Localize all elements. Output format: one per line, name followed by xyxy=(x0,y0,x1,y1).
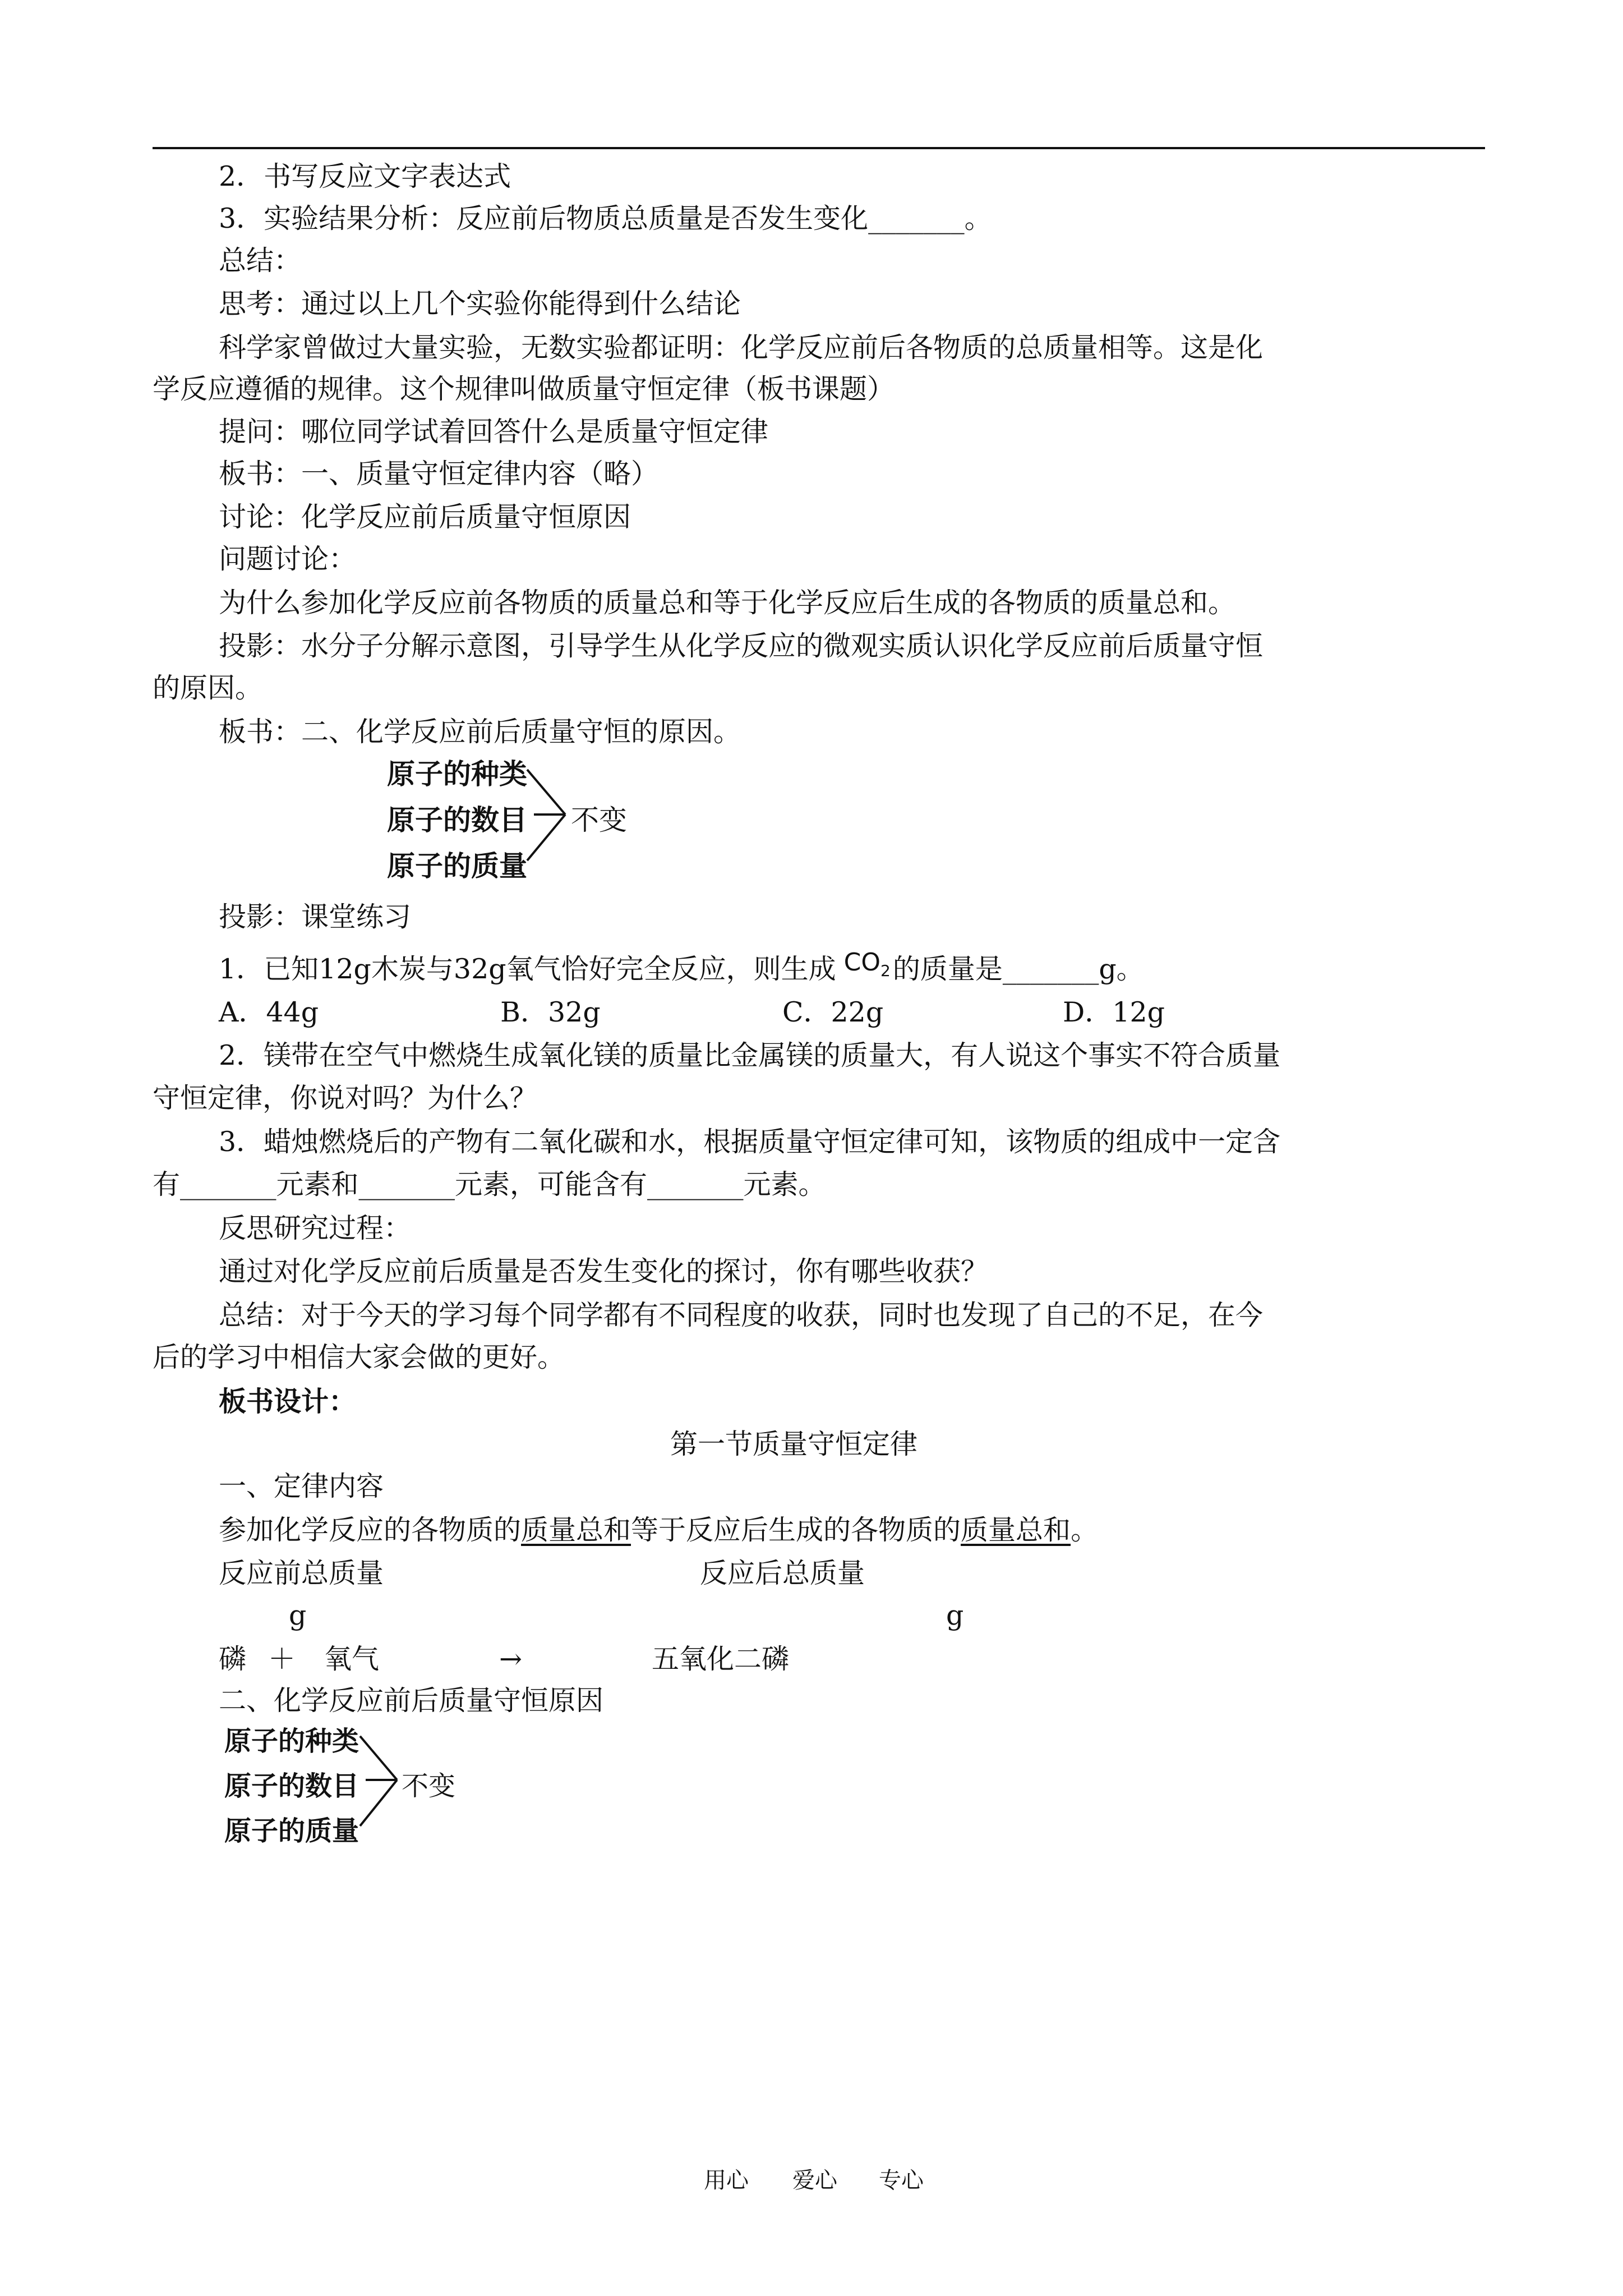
line-why: 为什么参加化学反应前各物质的质量总和等于化学反应后生成的各物质的质量总和。 xyxy=(219,587,1236,619)
question-1-pre: 1．已知12g木炭与32g氧气恰好完全反应，则生成 xyxy=(219,953,836,985)
reaction-oxygen: 氧气 xyxy=(324,1643,380,1675)
line-conclusion-b: 后的学习中相信大家会做的更好。 xyxy=(153,1341,565,1373)
question-2-a: 2．镁带在空气中燃烧生成氧化镁的质量比金属镁的质量大，有人说这个事实不符合质量 xyxy=(219,1039,1281,1071)
option-a: A．44g xyxy=(219,996,319,1028)
diagram-item-type: 原子的种类 xyxy=(387,758,527,790)
atom-diagram-1 xyxy=(387,752,679,886)
diagram-item-number: 原子的数目 xyxy=(224,1770,359,1802)
line-result-analysis: 3．实验结果分析：反应前后物质总质量是否发生变化_______。 xyxy=(219,203,992,234)
diagram-item-mass: 原子的质量 xyxy=(224,1815,359,1847)
line-practice: 投影：课堂练习 xyxy=(219,901,412,933)
line-projection-a: 投影：水分子分解示意图，引导学生从化学反应的微观实质认识化学反应前后质量守恒 xyxy=(219,630,1264,662)
diagram-arrows xyxy=(224,1719,516,1854)
question-3-a: 3．蜡烛燃烧后的产物有二氧化碳和水，根据质量守恒定律可知，该物质的组成中一定含 xyxy=(219,1126,1281,1158)
co2-formula: $CO_2$ xyxy=(843,948,891,980)
question-3-b: 有_______元素和_______元素，可能含有_______元素。 xyxy=(153,1168,826,1200)
line-reflect: 反思研究过程： xyxy=(219,1212,412,1244)
reaction-plus: ＋ xyxy=(268,1643,296,1675)
line-write-expression: 2．书写反应文字表达式 xyxy=(219,160,511,192)
diagram-item-type: 原子的种类 xyxy=(224,1726,359,1757)
before-total-mass: 反应前总质量 xyxy=(219,1557,384,1589)
line-scientists-a: 科学家曾做过大量实验，无数实验都证明：化学反应前后各物质的总质量相等。这是化 xyxy=(219,332,1264,364)
footer-zhuanxin: 专心 xyxy=(879,2168,924,2193)
footer-yongxin: 用心 xyxy=(704,2168,749,2193)
line-board-two: 板书：二、化学反应前后质量守恒的原因。 xyxy=(219,716,741,748)
line-discussion: 讨论：化学反应前后质量守恒原因 xyxy=(219,501,631,533)
section-1-heading: 一、定律内容 xyxy=(219,1470,384,1502)
question-2-b: 守恒定律，你说对吗？为什么？ xyxy=(153,1082,538,1114)
board-design-heading: 板书设计： xyxy=(219,1385,357,1418)
option-b: B．32g xyxy=(500,996,601,1028)
line-think: 思考：通过以上几个实验你能得到什么结论 xyxy=(219,288,741,320)
line-problem-discussion: 问题讨论： xyxy=(219,543,357,575)
question-1-post: 的质量是_______g。 xyxy=(892,953,1144,985)
diagram-result: 不变 xyxy=(571,804,627,836)
law-content: 参加化学反应的各物质的质量总和等于反应后生成的各物质的质量总和。 xyxy=(219,1514,1099,1546)
footer-aixin: 爱心 xyxy=(792,2168,837,2193)
line-question: 提问：哪位同学试着回答什么是质量守恒定律 xyxy=(219,416,769,448)
unit-g-left: g xyxy=(289,1599,307,1631)
line-summary-label: 总结： xyxy=(219,245,302,277)
diagram-item-mass: 原子的质量 xyxy=(387,850,527,882)
diagram-item-number: 原子的数目 xyxy=(387,804,527,836)
question-1 xyxy=(219,948,1144,996)
atom-diagram-2 xyxy=(224,1719,516,1854)
line-conclusion-a: 总结：对于今天的学习每个同学都有不同程度的收获，同时也发现了自己的不足，在今 xyxy=(219,1299,1264,1331)
header-rule xyxy=(153,147,1485,149)
line-projection-b: 的原因。 xyxy=(153,672,263,704)
section-title: 第一节质量守恒定律 xyxy=(670,1428,918,1460)
line-gains: 通过对化学反应前后质量是否发生变化的探讨，你有哪些收获？ xyxy=(219,1255,989,1287)
option-d: D．12g xyxy=(1063,996,1165,1028)
reaction-phosphorus: 磷 xyxy=(219,1643,247,1675)
unit-g-right: g xyxy=(946,1599,964,1631)
line-board-one: 板书：一、质量守恒定律内容（略） xyxy=(219,458,659,490)
after-total-mass: 反应后总质量 xyxy=(700,1557,865,1589)
reaction-product: 五氧化二磷 xyxy=(652,1643,790,1675)
option-c: C．22g xyxy=(782,996,884,1028)
reaction-arrow: → xyxy=(499,1643,523,1675)
diagram-arrows xyxy=(387,752,679,886)
diagram-result: 不变 xyxy=(402,1770,456,1802)
section-2-heading: 二、化学反应前后质量守恒原因 xyxy=(219,1685,604,1717)
mass-sum-underlined-1: 质量总和 xyxy=(521,1514,631,1546)
line-scientists-b: 学反应遵循的规律。这个规律叫做质量守恒定律（板书课题） xyxy=(153,373,895,405)
mass-sum-underlined-2: 质量总和 xyxy=(961,1514,1071,1546)
